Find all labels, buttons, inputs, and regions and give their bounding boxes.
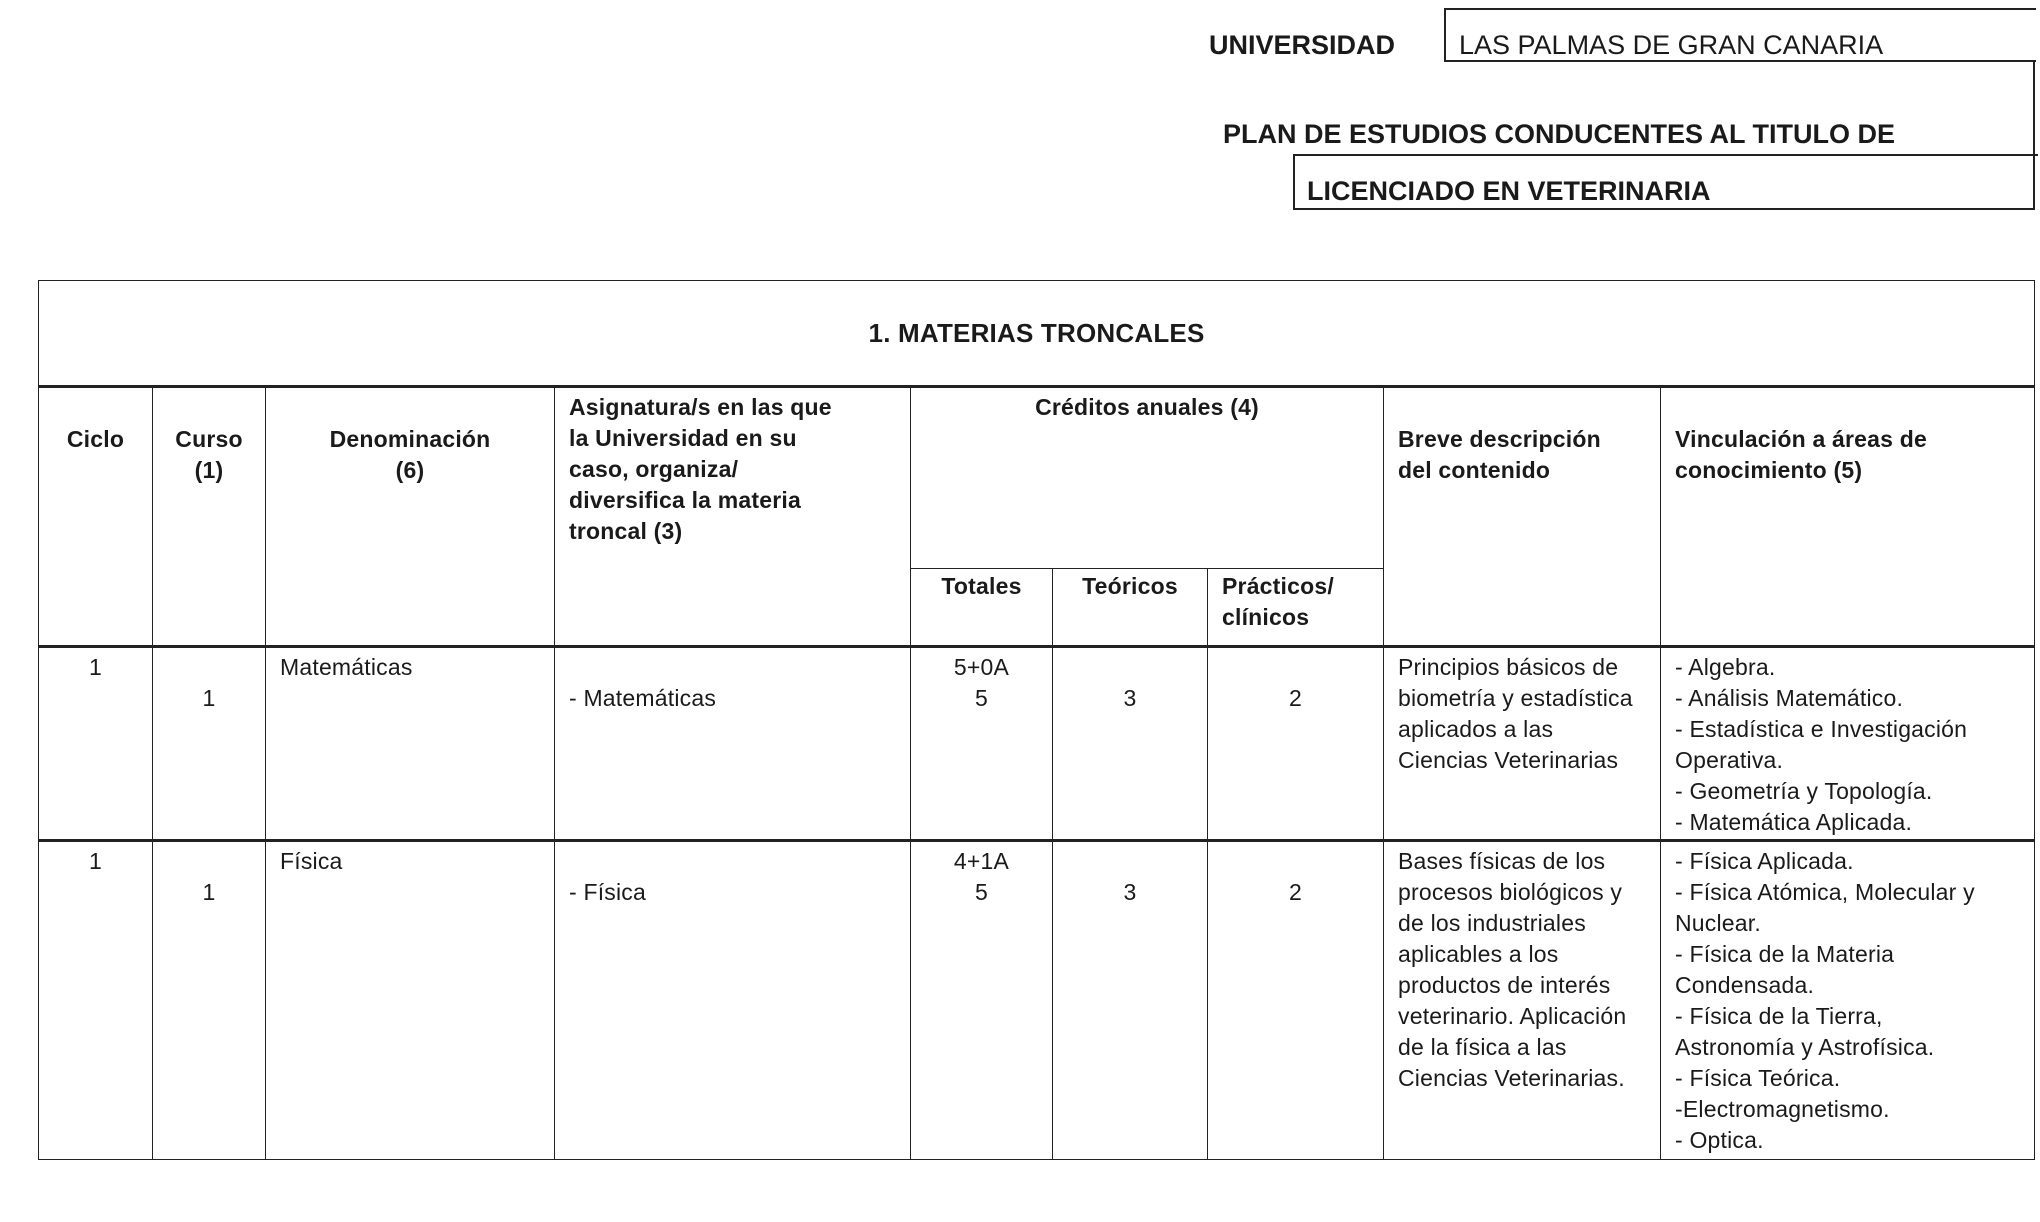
ciclo-cell: 1 [39,841,153,1160]
header-vinculacion: Vinculación a áreas de conocimiento (5) [1661,387,2035,647]
universidad-value: LAS PALMAS DE GRAN CANARIA [1459,30,1884,60]
table-row [39,841,2035,1160]
totales-cell: 5+0A 5 [911,647,1053,841]
curso-cell: 1 [153,647,266,841]
header-curso: Curso (1) [153,387,266,647]
curso-cell: 1 [153,841,266,1160]
denominacion-cell: Física [266,841,555,1160]
header-teoricos: Teóricos [1053,569,1208,647]
asignatura-cell: - Física [555,841,911,1160]
table-row [39,647,2035,841]
header-creditos: Créditos anuales (4) [911,387,1384,569]
header-descripcion: Breve descripción del contenido [1384,387,1661,647]
header-totales: Totales [911,569,1053,647]
plan-label: PLAN DE ESTUDIOS CONDUCENTES AL TITULO DE [1223,119,1896,149]
areas-cell: - Algebra. - Análisis Matemático. - Estadística e Investigación Operativa. - Geometría y Topología. - Matemática Aplicada. [1661,647,2035,841]
totales-cell: 4+1A 5 [911,841,1053,1160]
areas-cell: - Física Aplicada. - Física Atómica, Molecular y Nuclear. - Física de la Materia Condensada. - Física de la Tierra, Astronomía y Astrofísica. - Física Teórica. -Electromagnetismo. - Optica. [1661,841,2035,1160]
practicos-cell: 2 [1208,841,1384,1160]
ciclo-cell: 1 [39,647,153,841]
section-title: 1. MATERIAS TRONCALES [39,281,2035,387]
practicos-cell: 2 [1208,647,1384,841]
descripcion-cell: Principios básicos de biometría y estadística aplicados a las Ciencias Veterinarias [1384,647,1661,841]
universidad-label: UNIVERSIDAD [1209,30,1396,60]
titulo-value: LICENCIADO EN VETERINARIA [1307,176,1711,206]
teoricos-cell: 3 [1053,841,1208,1160]
teoricos-cell: 3 [1053,647,1208,841]
asignatura-cell: - Matemáticas [555,647,911,841]
header-asignatura: Asignatura/s en las que la Universidad en su caso, organiza/ diversifica la materia troncal (3) [555,387,911,647]
materias-table [38,280,2035,1160]
descripcion-cell: Bases físicas de los procesos biológicos y de los industriales aplicables a los productos de interés veterinario. Aplicación de la física a las Ciencias Veterinarias. [1384,841,1661,1160]
denominacion-cell: Matemáticas [266,647,555,841]
header-practicos: Prácticos/ clínicos [1208,569,1384,647]
header-denominacion: Denominación (6) [266,387,555,647]
header-ciclo: Ciclo [39,387,153,647]
